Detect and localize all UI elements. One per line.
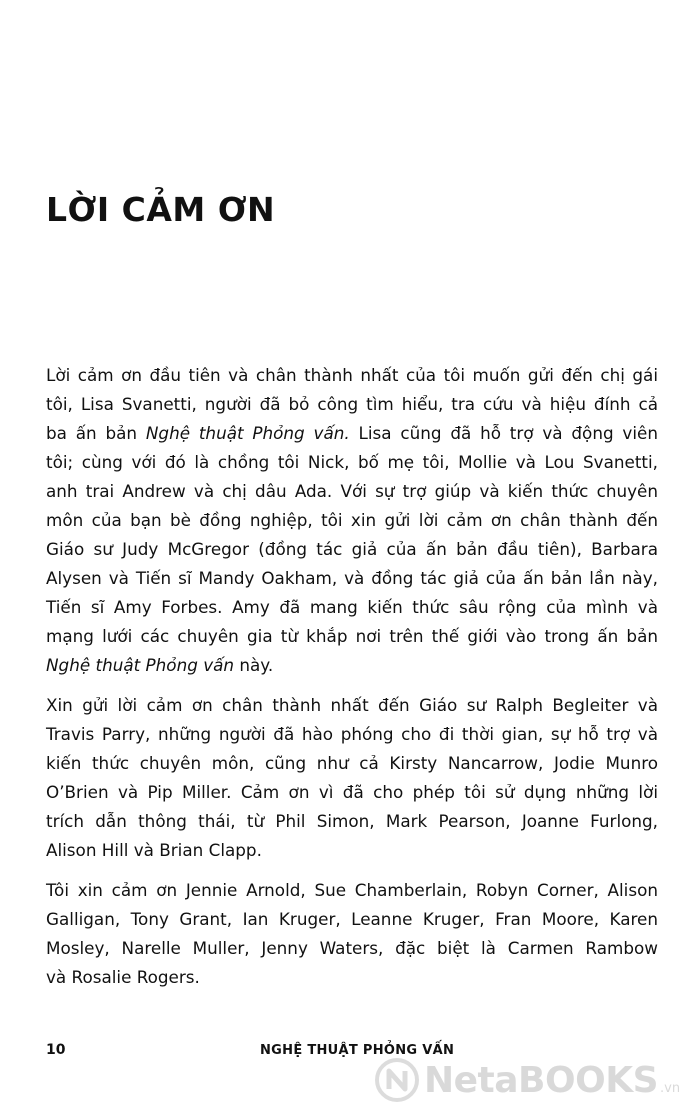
text-line: Galligan, Tony Grant, Ian Kruger, Leanne Kruger, Fran Moore, Karen [46, 909, 658, 929]
running-footer-title: NGHỆ THUẬT PHỎNG VẤN [260, 1043, 455, 1058]
italic-book-title: Nghệ thuật Phỏng vấn. [145, 423, 350, 443]
paragraph [46, 876, 658, 992]
text-line: Lời cảm ơn đầu tiên và chân thành nhất của tôi muốn gửi đến chị gái [46, 365, 658, 385]
text-line: tôi; cùng với đó là chồng tôi Nick, bố mẹ tôi, Mollie và Lou Svanetti, [46, 452, 658, 472]
text-line: Travis Parry, những người đã hào phóng cho đi thời gian, sự hỗ trợ và [46, 724, 658, 744]
text-line: trích dẫn thông thái, từ Phil Simon, Mark Pearson, Joanne Furlong, [46, 811, 658, 831]
chapter-body [46, 361, 658, 1003]
text-line: O’Brien và Pip Miller. Cảm ơn vì đã cho phép tôi sử dụng những lời [46, 782, 658, 802]
text-line: Tiến sĩ Amy Forbes. Amy đã mang kiến thức sâu rộng của mình và [46, 597, 658, 617]
neta-n-logo-icon [374, 1057, 420, 1103]
text-line: và Rosalie Rogers. [46, 967, 200, 987]
paragraph [46, 361, 658, 680]
text-line: tôi, Lisa Svanetti, người đã bỏ công tìm hiểu, tra cứu và hiệu đính cả [46, 394, 658, 414]
watermark [374, 1056, 680, 1104]
chapter-title: LỜI CẢM ƠN [46, 190, 276, 229]
text-line: Alison Hill và Brian Clapp. [46, 840, 262, 860]
text-line: Alysen và Tiến sĩ Mandy Oakham, và đồng tác giả của ấn bản lần này, [46, 568, 658, 588]
text-line: môn của bạn bè đồng nghiệp, tôi xin gửi lời cảm ơn chân thành đến [46, 510, 658, 530]
text-line: mạng lưới các chuyên gia từ khắp nơi trên thế giới vào trong ấn bản [46, 626, 658, 646]
text-line: ba ấn bản Nghệ thuật Phỏng vấn. Lisa cũng đã hỗ trợ và động viên [46, 423, 658, 443]
text-line: Tôi xin cảm ơn Jennie Arnold, Sue Chamberlain, Robyn Corner, Alison [46, 880, 658, 900]
text-line: anh trai Andrew và chị dâu Ada. Với sự trợ giúp và kiến thức chuyên [46, 481, 658, 501]
page-number: 10 [46, 1042, 66, 1058]
watermark-brand: NetaBOOKS [424, 1059, 659, 1101]
text-line: Nghệ thuật Phỏng vấn này. [46, 655, 274, 675]
watermark-suffix: .vn [660, 1081, 681, 1096]
text-line: Xin gửi lời cảm ơn chân thành nhất đến Giáo sư Ralph Begleiter và [46, 695, 658, 715]
text-line: Giáo sư Judy McGregor (đồng tác giả của ấn bản đầu tiên), Barbara [46, 539, 658, 559]
text-line: kiến thức chuyên môn, cũng như cả Kirsty Nancarrow, Jodie Munro [46, 753, 658, 773]
italic-book-title: Nghệ thuật Phỏng vấn [46, 655, 235, 675]
text-line: Mosley, Narelle Muller, Jenny Waters, đặc biệt là Carmen Rambow [46, 938, 658, 958]
paragraph [46, 691, 658, 865]
